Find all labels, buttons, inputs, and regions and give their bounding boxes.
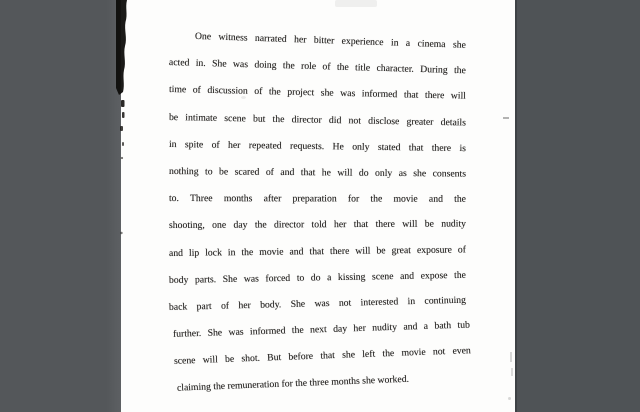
text-line-9: and lip lock in the movie and that there will be great exposure of — [168, 243, 467, 259]
text-line-1: One witness narrated her bitter experience in a cinema she — [194, 30, 467, 51]
text-line-6: nothing to be scared of and that he will do only as she consents — [168, 165, 467, 180]
text-line-7: to. Three months after preparation for the movie and the — [168, 193, 467, 205]
text-line-4: be intimate scene but the director did not disclose greater details — [168, 111, 467, 129]
text-line-8: shooting, one day the director told her that there will be nudity — [168, 218, 467, 232]
scan-speck — [503, 117, 509, 119]
text-line-5: in spite of her repeated requests. He only stated that there is — [168, 138, 467, 154]
scan-speck — [511, 368, 513, 376]
scanned-page — [121, 0, 515, 412]
scan-speck — [510, 352, 512, 362]
text-line-2: acted in. She was doing the role of the title character. During the — [168, 57, 467, 77]
left-gutter — [0, 0, 121, 412]
text-line-11: back part of her body. She was not interested in continuing — [168, 294, 467, 313]
text-line-10: body parts. She was forced to do a kissing scene and expose the — [168, 269, 467, 286]
text-line-13: scene will be shot. But before that she left the movie not even — [173, 345, 472, 368]
page-edge-shadow — [116, 0, 130, 412]
paragraph — [168, 22, 472, 403]
scan-speck — [508, 397, 511, 400]
text-line-14: claiming the remuneration for the three months she worked. — [176, 374, 410, 395]
text-line-12: further. She was informed the next day her nudity and a bath tub — [172, 319, 471, 340]
right-gutter — [515, 0, 640, 412]
text-line-3: time of discussion of the project she was informed that there will — [168, 84, 467, 103]
scan-smudge — [335, 0, 377, 7]
